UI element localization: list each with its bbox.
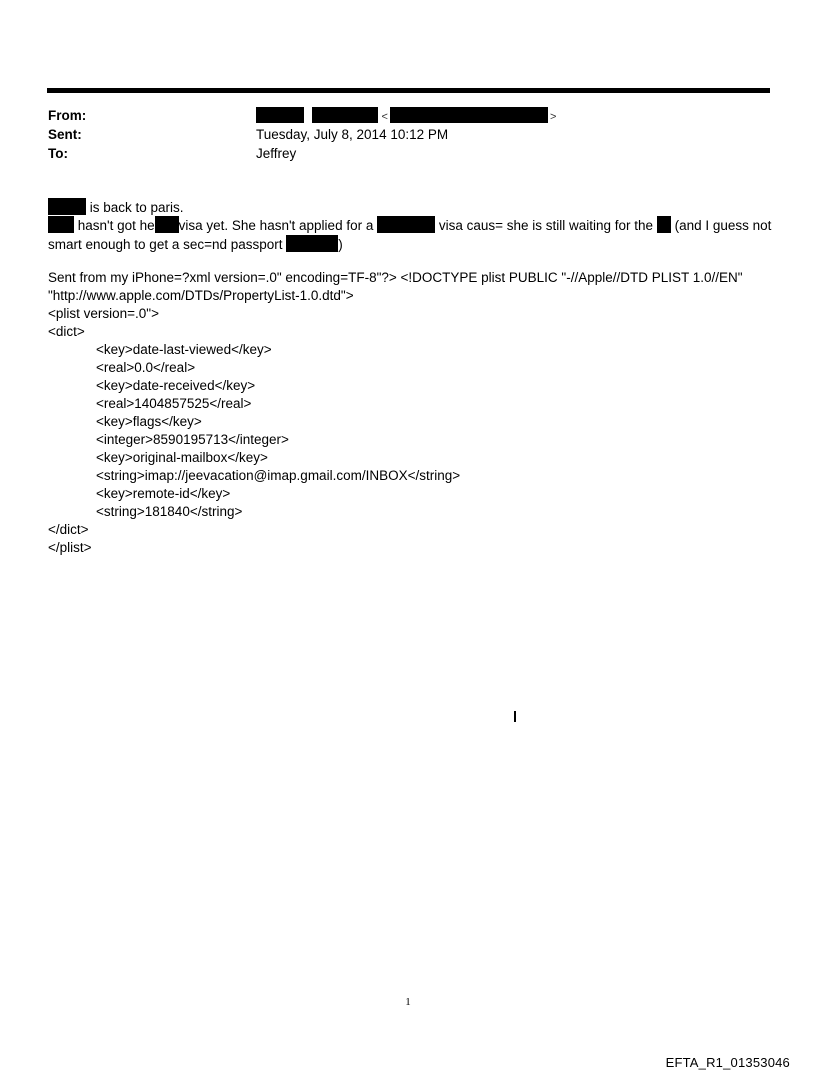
- plist-line: "http://www.apple.com/DTDs/PropertyList-1.0.dtd">: [48, 288, 354, 303]
- plist-line: Sent from my iPhone=?xml version=.0" encoding=TF-8"?> <!DOCTYPE plist PUBLIC "-//Apple//DTD PLIST 1.0//EN": [48, 270, 743, 285]
- plist-entry: <key>flags</key>: [96, 414, 202, 429]
- page-number: 1: [405, 996, 411, 1008]
- message-line: [48, 198, 778, 216]
- redaction-box: [48, 198, 86, 215]
- plist-entry: <key>date-last-viewed</key>: [96, 342, 272, 357]
- redaction-box: [286, 235, 338, 252]
- plist-line: <dict>: [48, 324, 85, 339]
- to-value: Jeffrey: [256, 146, 297, 161]
- plist-line: <plist version=.0">: [48, 306, 159, 321]
- plist-entry: <string>imap://jeevacation@imap.gmail.com/INBOX</string>: [96, 468, 461, 483]
- plist-block: [48, 269, 778, 557]
- redaction-box: [312, 107, 378, 123]
- plist-line: </dict>: [48, 522, 89, 537]
- message-text: visa caus= she is still waiting for the: [435, 218, 657, 233]
- redaction-box: [390, 107, 548, 123]
- message-body: [48, 198, 778, 254]
- message-text: ): [338, 237, 343, 252]
- plist-entry: <real>1404857525</real>: [96, 396, 252, 411]
- sent-label: Sent:: [48, 127, 82, 142]
- message-text: hasn't got he: [74, 218, 155, 233]
- bates-number: EFTA_R1_01353046: [665, 1055, 790, 1070]
- text-cursor-mark: [514, 711, 516, 722]
- from-value: [256, 107, 556, 126]
- redaction-box: [657, 216, 671, 233]
- plist-entry: <real>0.0</real>: [96, 360, 196, 375]
- to-label: To:: [48, 146, 68, 161]
- redaction-box: [48, 216, 74, 233]
- message-text: (and I guess not smart enough to get a sec=nd passport: [48, 218, 772, 252]
- redaction-box: [155, 216, 179, 233]
- redaction-box: [377, 216, 435, 233]
- sent-value: Tuesday, July 8, 2014 10:12 PM: [256, 127, 449, 142]
- message-line: [48, 216, 778, 254]
- plist-entry: <integer>8590195713</integer>: [96, 432, 289, 447]
- from-label: From:: [48, 108, 87, 123]
- from-open-bracket: <: [381, 111, 388, 123]
- from-close-bracket: >: [549, 111, 557, 123]
- plist-entry: <key>original-mailbox</key>: [96, 450, 268, 465]
- plist-entry: <string>181840</string>: [96, 504, 243, 519]
- plist-entry: <key>date-received</key>: [96, 378, 256, 393]
- header-rule: [47, 88, 770, 93]
- message-text: visa yet. She hasn't applied for a: [178, 218, 378, 233]
- redaction-box: [256, 107, 304, 123]
- message-text: is back to paris.: [86, 200, 184, 215]
- plist-entry: <key>remote-id</key>: [96, 486, 231, 501]
- plist-line: </plist>: [48, 540, 92, 555]
